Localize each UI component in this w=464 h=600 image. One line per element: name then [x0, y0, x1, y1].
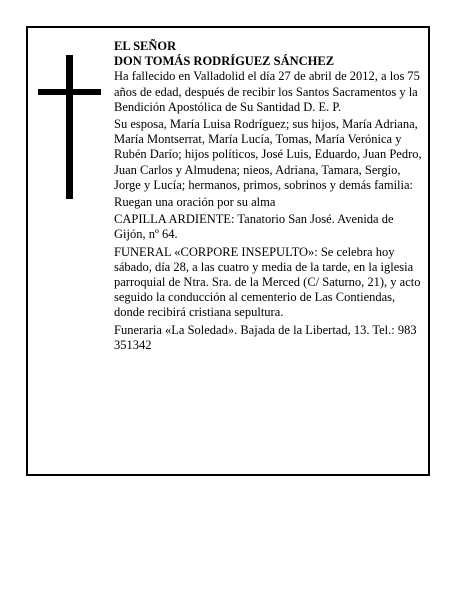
notice-text	[114, 39, 424, 355]
funeral-chapel: CAPILLA ARDIENTE: Tanatorio San José. Avenida de Gijón, nº 64.	[114, 212, 394, 242]
prayer-request: Ruegan una oración por su alma	[114, 195, 276, 210]
funeral-service: FUNERAL «CORPORE INSEPULTO»: Se celebra hoy sábado, día 28, a las cuatro y media de la tarde, en la iglesia parroquial de Ntra. Sra. de la Merced (C/ Saturno, 21), y acto seguido la conducción al cementerio de Las Contiendas, donde recibirá cristiana sepultura.	[114, 244, 421, 320]
family-list: Su esposa, María Luisa Rodríguez; sus hijos, María Adriana, María Montserrat, María Lucía, Tomas, María Verónica y Rubén Darío; hijos políticos, José Luis, Eduardo, Juan Pedro, Juan Carlos y Almudena; nieos, Adriana, Tamara, Sergio, Jorge y Lucía; hermanos, primos, sobrinos y demás familia:	[114, 117, 422, 192]
cross-vertical-bar	[66, 55, 73, 199]
deceased-name: DON TOMÁS RODRÍGUEZ SÁNCHEZ	[114, 54, 335, 69]
notice-title: EL SEÑOR	[114, 39, 177, 53]
death-announcement: Ha fallecido en Valladolid el día 27 de abril de 2012, a los 75 años de edad, después de recibir los Santos Sacramentos y la Bendición Apostólica de Su Santidad D. E. P.	[114, 69, 420, 114]
cross-horizontal-bar	[38, 89, 101, 95]
funeral-home: Funeraria «La Soledad». Bajada de la Libertad, 13. Tel.: 983 351342	[114, 322, 417, 352]
obituary-notice	[26, 26, 430, 476]
cross-icon	[38, 55, 101, 199]
